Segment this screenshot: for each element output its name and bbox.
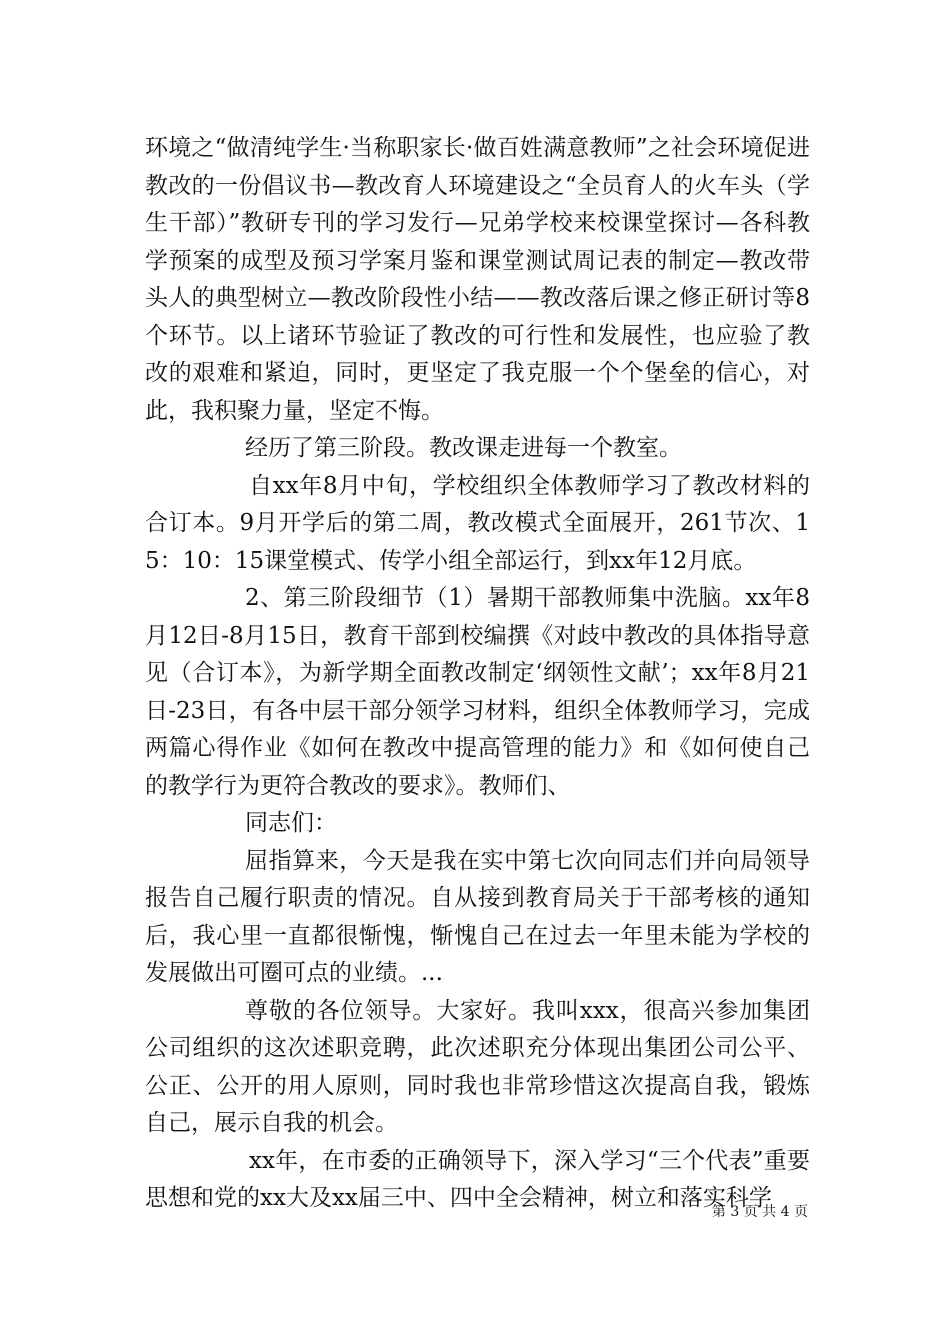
paragraph-8: xx年，在市委的正确领导下，深入学习“三个代表”重要思想和党的xx大及xx届三中、四中全会精神，树立和落实科学 [145,1147,810,1211]
paragraph-4: 2、第三阶段细节（1）暑期干部教师集中洗脑。xx年8月12日-8月15日，教育干部到校编撰《对歧中教改的具体指导意见（合订本》，为新学期全面教改制定‘纲领性文献’；xx年8月21日-23日，有各中层干部分领学习材料，组织全体教师学习，完成两篇心得作业《如何在教改中提高管理的能力》和《如何使自己的教学行为更符合教改的要求》。教师们、 [145,585,810,799]
paragraph-7: 尊敬的各位领导。大家好。我叫xxx，很高兴参加集团公司组织的这次述职竞聘，此次述职充分体现出集团公司公平、公正、公开的用人原则，同时我也非常珍惜这次提高自我，锻炼自己，展示自我的机会。 [145,997,810,1136]
document-body [145,130,810,1218]
page-number-footer: 第 3 页 共 4 页 [711,1204,808,1220]
paragraph-5: 同志们： [245,810,337,836]
paragraph-2: 经历了第三阶段。教改课走进每一个教室。 [245,435,682,461]
paragraph-3: 自xx年8月中旬，学校组织全体教师学习了教改材料的合订本。9月开学后的第二周，教改模式全面展开，261节次、15：10：15课堂模式、传学小组全部运行，到xx年12月底。 [145,472,810,574]
paragraph-6: 屈指算来，今天是我在实中第七次向同志们并向局领导报告自己履行职责的情况。自从接到教育局关于干部考核的通知后，我心里一直都很惭愧，惭愧自己在过去一年里未能为学校的发展做出可圈可点的业绩。... [145,847,810,986]
paragraph-1: 环境之“做清纯学生·当称职家长·做百姓满意教师”之社会环境促进教改的一份倡议书—教改育人环境建设之“全员育人的火车头（学生干部）”教研专刊的学习发行—兄弟学校来校课堂探讨—各科教学预案的成型及预习学案月鉴和课堂测试周记表的制定—教改带头人的典型树立—教改阶段性小结——教改落后课之修正研讨等8个环节。以上诸环节验证了教改的可行性和发展性，也应验了教改的艰难和紧迫，同时，更坚定了我克服一个个堡垒的信心，对此，我积聚力量，坚定不悔。 [145,135,810,424]
